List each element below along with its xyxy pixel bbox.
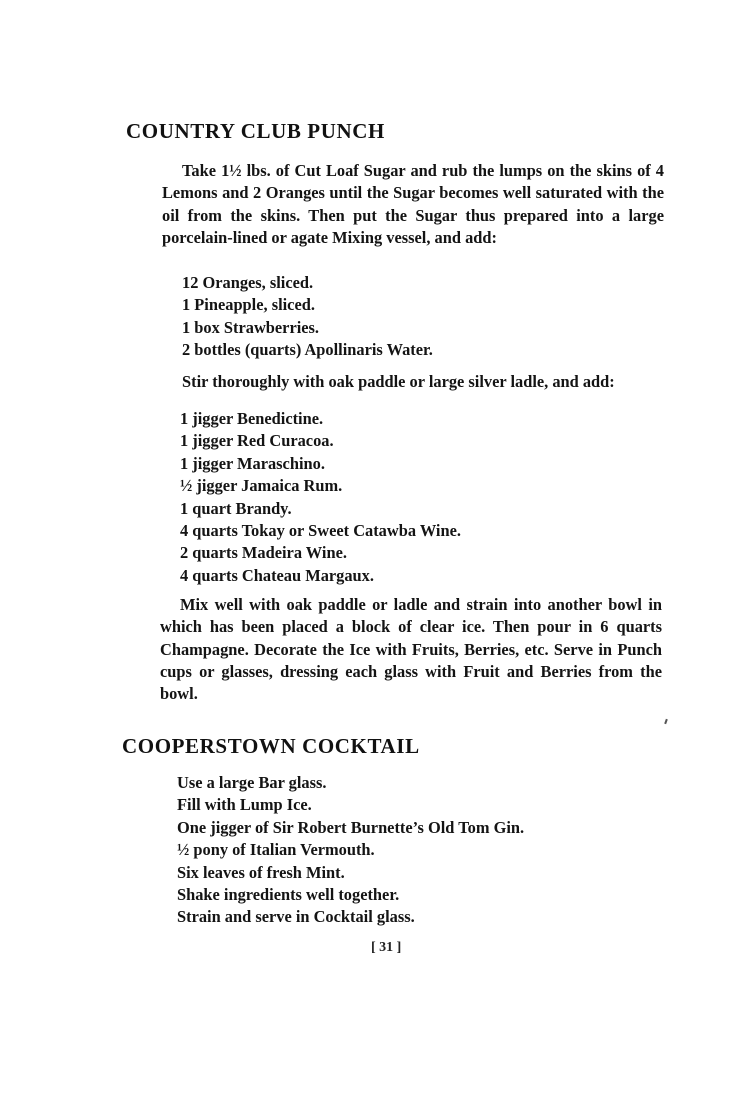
cocktail-step-item: Strain and serve in Cocktail glass. (177, 907, 415, 927)
ingredient-item: 1 jigger Maraschino. (180, 453, 325, 473)
ingredient-item: 4 quarts Chateau Margaux. (180, 565, 374, 585)
recipe-title-country-club-punch: COUNTRY CLUB PUNCH (126, 119, 385, 143)
cocktail-step-item: Shake ingredients well together. (177, 885, 400, 905)
page-number: [ 31 ] (371, 940, 402, 955)
cocktail-steps-list (177, 772, 524, 929)
recipe-intro-paragraph (162, 160, 664, 249)
ingredient-list-spirits (180, 408, 461, 587)
ingredient-item: 2 bottles (quarts) Apollinaris Water. (182, 340, 433, 360)
cocktail-step-item: Six leaves of fresh Mint. (177, 862, 345, 882)
ingredient-item: 1 jigger Benedictine. (180, 409, 324, 428)
recipe-stir-text: Stir thoroughly with oak paddle or large silver ladle, and add: (182, 372, 615, 391)
cocktail-step-item: Fill with Lump Ice. (177, 795, 312, 815)
recipe-finish-paragraph (160, 594, 662, 705)
ingredient-item: 1 box Strawberries. (182, 317, 320, 337)
ingredient-item: 1 jigger Red Curacoa. (180, 431, 334, 451)
recipe-intro-text: Take 1½ lbs. of Cut Loaf Sugar and rub the lumps on the skins of 4 Lemons and 2 Oranges until the Sugar becomes well saturated with the oil from the skins. Then put the Sugar thus prepared into a large porcelain-lined or agate Mixing vessel, and add: (162, 161, 664, 247)
cocktail-step-item: One jigger of Sir Robert Burnette’s Old Tom Gin. (177, 817, 525, 837)
ingredient-item: ½ jigger Jamaica Rum. (180, 476, 343, 496)
recipe-stir-paragraph (162, 371, 664, 393)
cocktail-step-item: ½ pony of Italian Vermouth. (177, 840, 375, 860)
cocktail-step-item: Use a large Bar glass. (177, 773, 327, 792)
ingredient-item: 2 quarts Madeira Wine. (180, 543, 347, 563)
recipe-title-cooperstown-cocktail: COOPERSTOWN COCKTAIL (122, 734, 420, 758)
ingredient-item: 1 Pineapple, sliced. (182, 295, 315, 315)
ingredient-list-fruits (182, 272, 433, 362)
ingredient-item: 4 quarts Tokay or Sweet Catawba Wine. (180, 521, 461, 541)
ingredient-item: 12 Oranges, sliced. (182, 273, 314, 292)
ingredient-item: 1 quart Brandy. (180, 498, 292, 518)
print-speck (664, 719, 668, 724)
recipe-finish-text: Mix well with oak paddle or ladle and strain into another bowl in which has been placed a block of clear ice. Then pour in 6 quarts Champagne. Decorate the Ice with Fruits, Berries, etc. Serve in Punch cups or glasses, dressing each glass with Fruit and Berries from the bowl. (160, 595, 662, 704)
